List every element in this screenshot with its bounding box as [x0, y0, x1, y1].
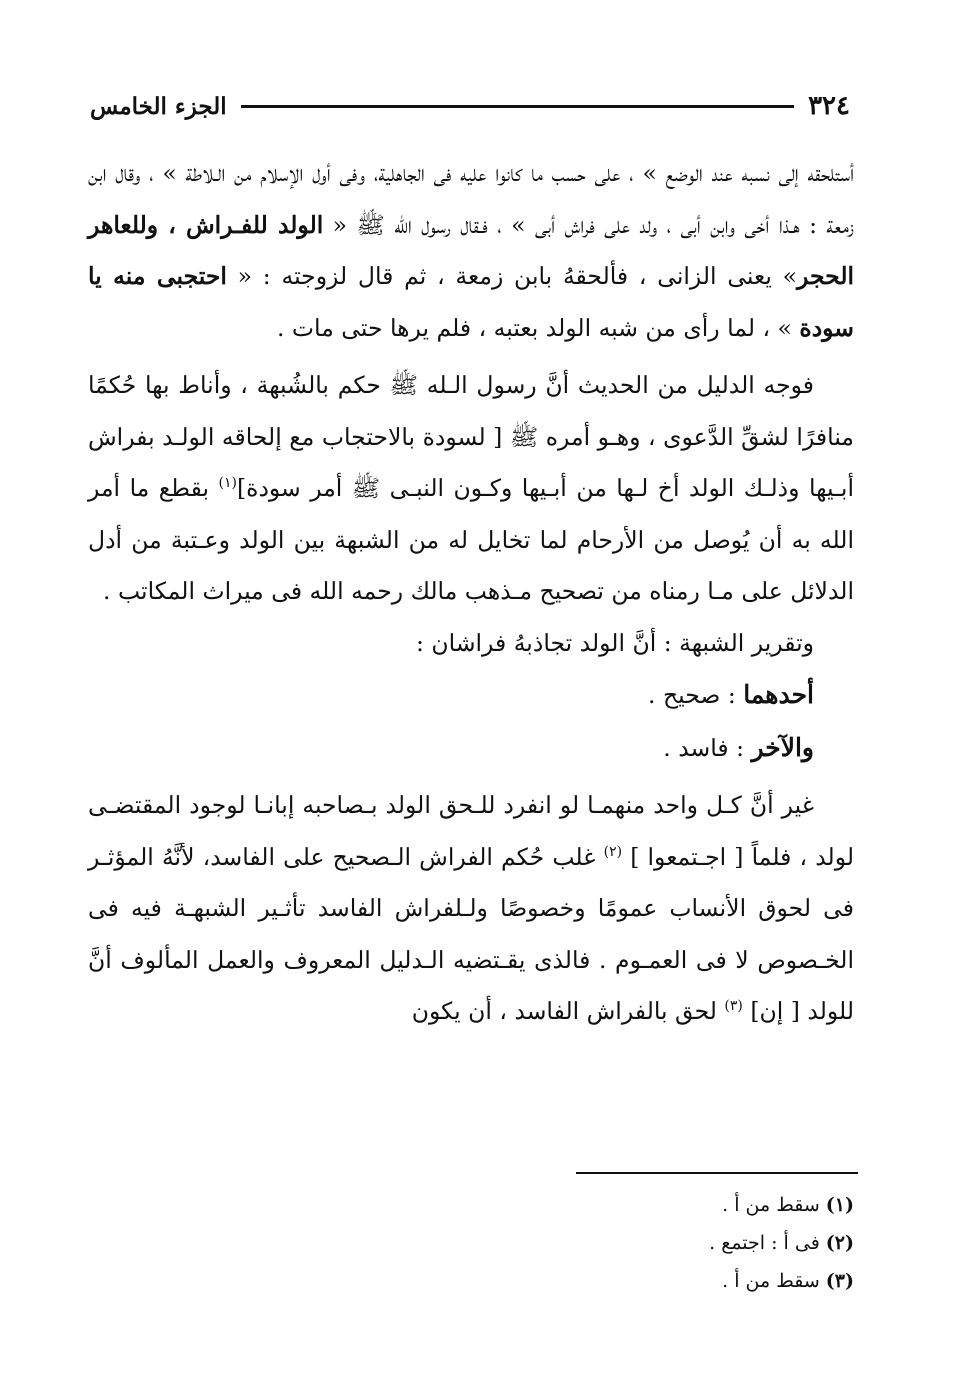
- text-run: فوجه الدليل من الحديث أنَّ رسول الـله ﷺ حكم بالشُبهة ، وأناط بها حُكمًا منافرًا لشقِّ الدَّعوى ، وهـو أمره ﷺ [ لسودة بالاحتجاب مع إلحاقه الولـد بفراش أبـيها وذلـك الولد أخ لـها من أبـيها وكـون النبـى ﷺ أمر سودة]: [88, 371, 854, 502]
- running-head: [90, 86, 850, 126]
- footnote-text: سقط من أ .: [722, 1194, 820, 1216]
- footnote-2: [454, 1224, 854, 1262]
- paragraph-3: [88, 618, 854, 670]
- text-run: لحق بالفراش الفاسد ، أن يكون: [411, 997, 725, 1025]
- footnote-number: (٢): [825, 1232, 854, 1254]
- footnote-text: سقط من أ .: [722, 1270, 820, 1292]
- footnote-ref-1[interactable]: (١): [218, 475, 237, 492]
- text-run: بقطع ما أمر الله به أن يُوصل من الأرحام لما تخايل له من الشبهة بين الولد وعـتبة من أدل الدلائل على مـا رمناه من تصحيح مـذهب مالك رحمه الله فى ميراث المكاتب .: [88, 474, 854, 605]
- term-label: والآخر: [751, 732, 814, 762]
- paragraph-4: [88, 780, 854, 1038]
- footnote-number: (٣): [825, 1270, 854, 1292]
- term-first: [88, 669, 854, 722]
- body-text: [88, 148, 854, 1038]
- term-second: [88, 722, 854, 775]
- paragraph-1: [88, 148, 854, 354]
- bold-hadith-phrase: الولد للفـراش ، وللعاهر الحجر: [88, 210, 855, 290]
- footnote-ref-2[interactable]: (٢): [603, 843, 623, 860]
- footnote-number: (١): [825, 1194, 854, 1216]
- footnote-ref-3[interactable]: (٣): [724, 998, 743, 1015]
- footnote-separator: [576, 1172, 858, 1174]
- text-run: غلب حُكم الفراش الـصحيح على الفاسد، لأنَّهُ المؤثـر فى لحوق الأنساب عمومًا وخصوصًا ولـلفراش الفاسد تأثـير الشبهـة فيه فى الخـصوص لا فى العمـوم . فالذى يقـتضيه الـدليل المعروف والعمل المألوف أنَّ للولد [ إن]: [88, 842, 854, 1025]
- header-rule: [241, 105, 794, 108]
- footnotes: [454, 1186, 854, 1300]
- term-value: : صحيح .: [648, 681, 744, 709]
- text-run: » يعنى الزانى ، فألحقهُ بابن زمعة ، ثم قال لزوجته : «: [226, 262, 798, 290]
- term-value: : فاسد .: [663, 733, 752, 762]
- bold-hadith-phrase: احتجبى منه يا سودة: [88, 262, 854, 342]
- term-label: أحدهما: [743, 680, 814, 709]
- page-number: ٣٢٤: [808, 91, 850, 121]
- footnote-text: فى أ : اجتمع .: [709, 1232, 820, 1254]
- paragraph-2: [88, 360, 854, 618]
- part-title: الجزء الخامس: [90, 92, 227, 120]
- text-run: أستلحقه إلى نسبه عند الوضع » ، على حسب ما كانوا عليه فى الجاهلية، وفى أول الإسلام من الـلاطة » ، وقال ابن زمعة : هـذا أخى وابن أبى ، ولد على فراش أبى » ، فـقال رسول الله ﷺ «: [88, 159, 854, 239]
- text-run: » ، لما رأى من شبه الولد بعتبه ، فلم يرها حتى مات .: [276, 313, 800, 342]
- footnote-3: [454, 1262, 854, 1300]
- footnote-1: [454, 1186, 854, 1224]
- text-run: وتقرير الشبهة : أنَّ الولد تجاذبهُ فراشان :: [416, 628, 814, 657]
- text-run: غير أنَّ كـل واحد منهمـا لو انفرد للـحق الولد بـصاحبه إبانـا لوجود المقتضـى لولد ، فلماً [ اجـتمعوا ]: [88, 791, 854, 871]
